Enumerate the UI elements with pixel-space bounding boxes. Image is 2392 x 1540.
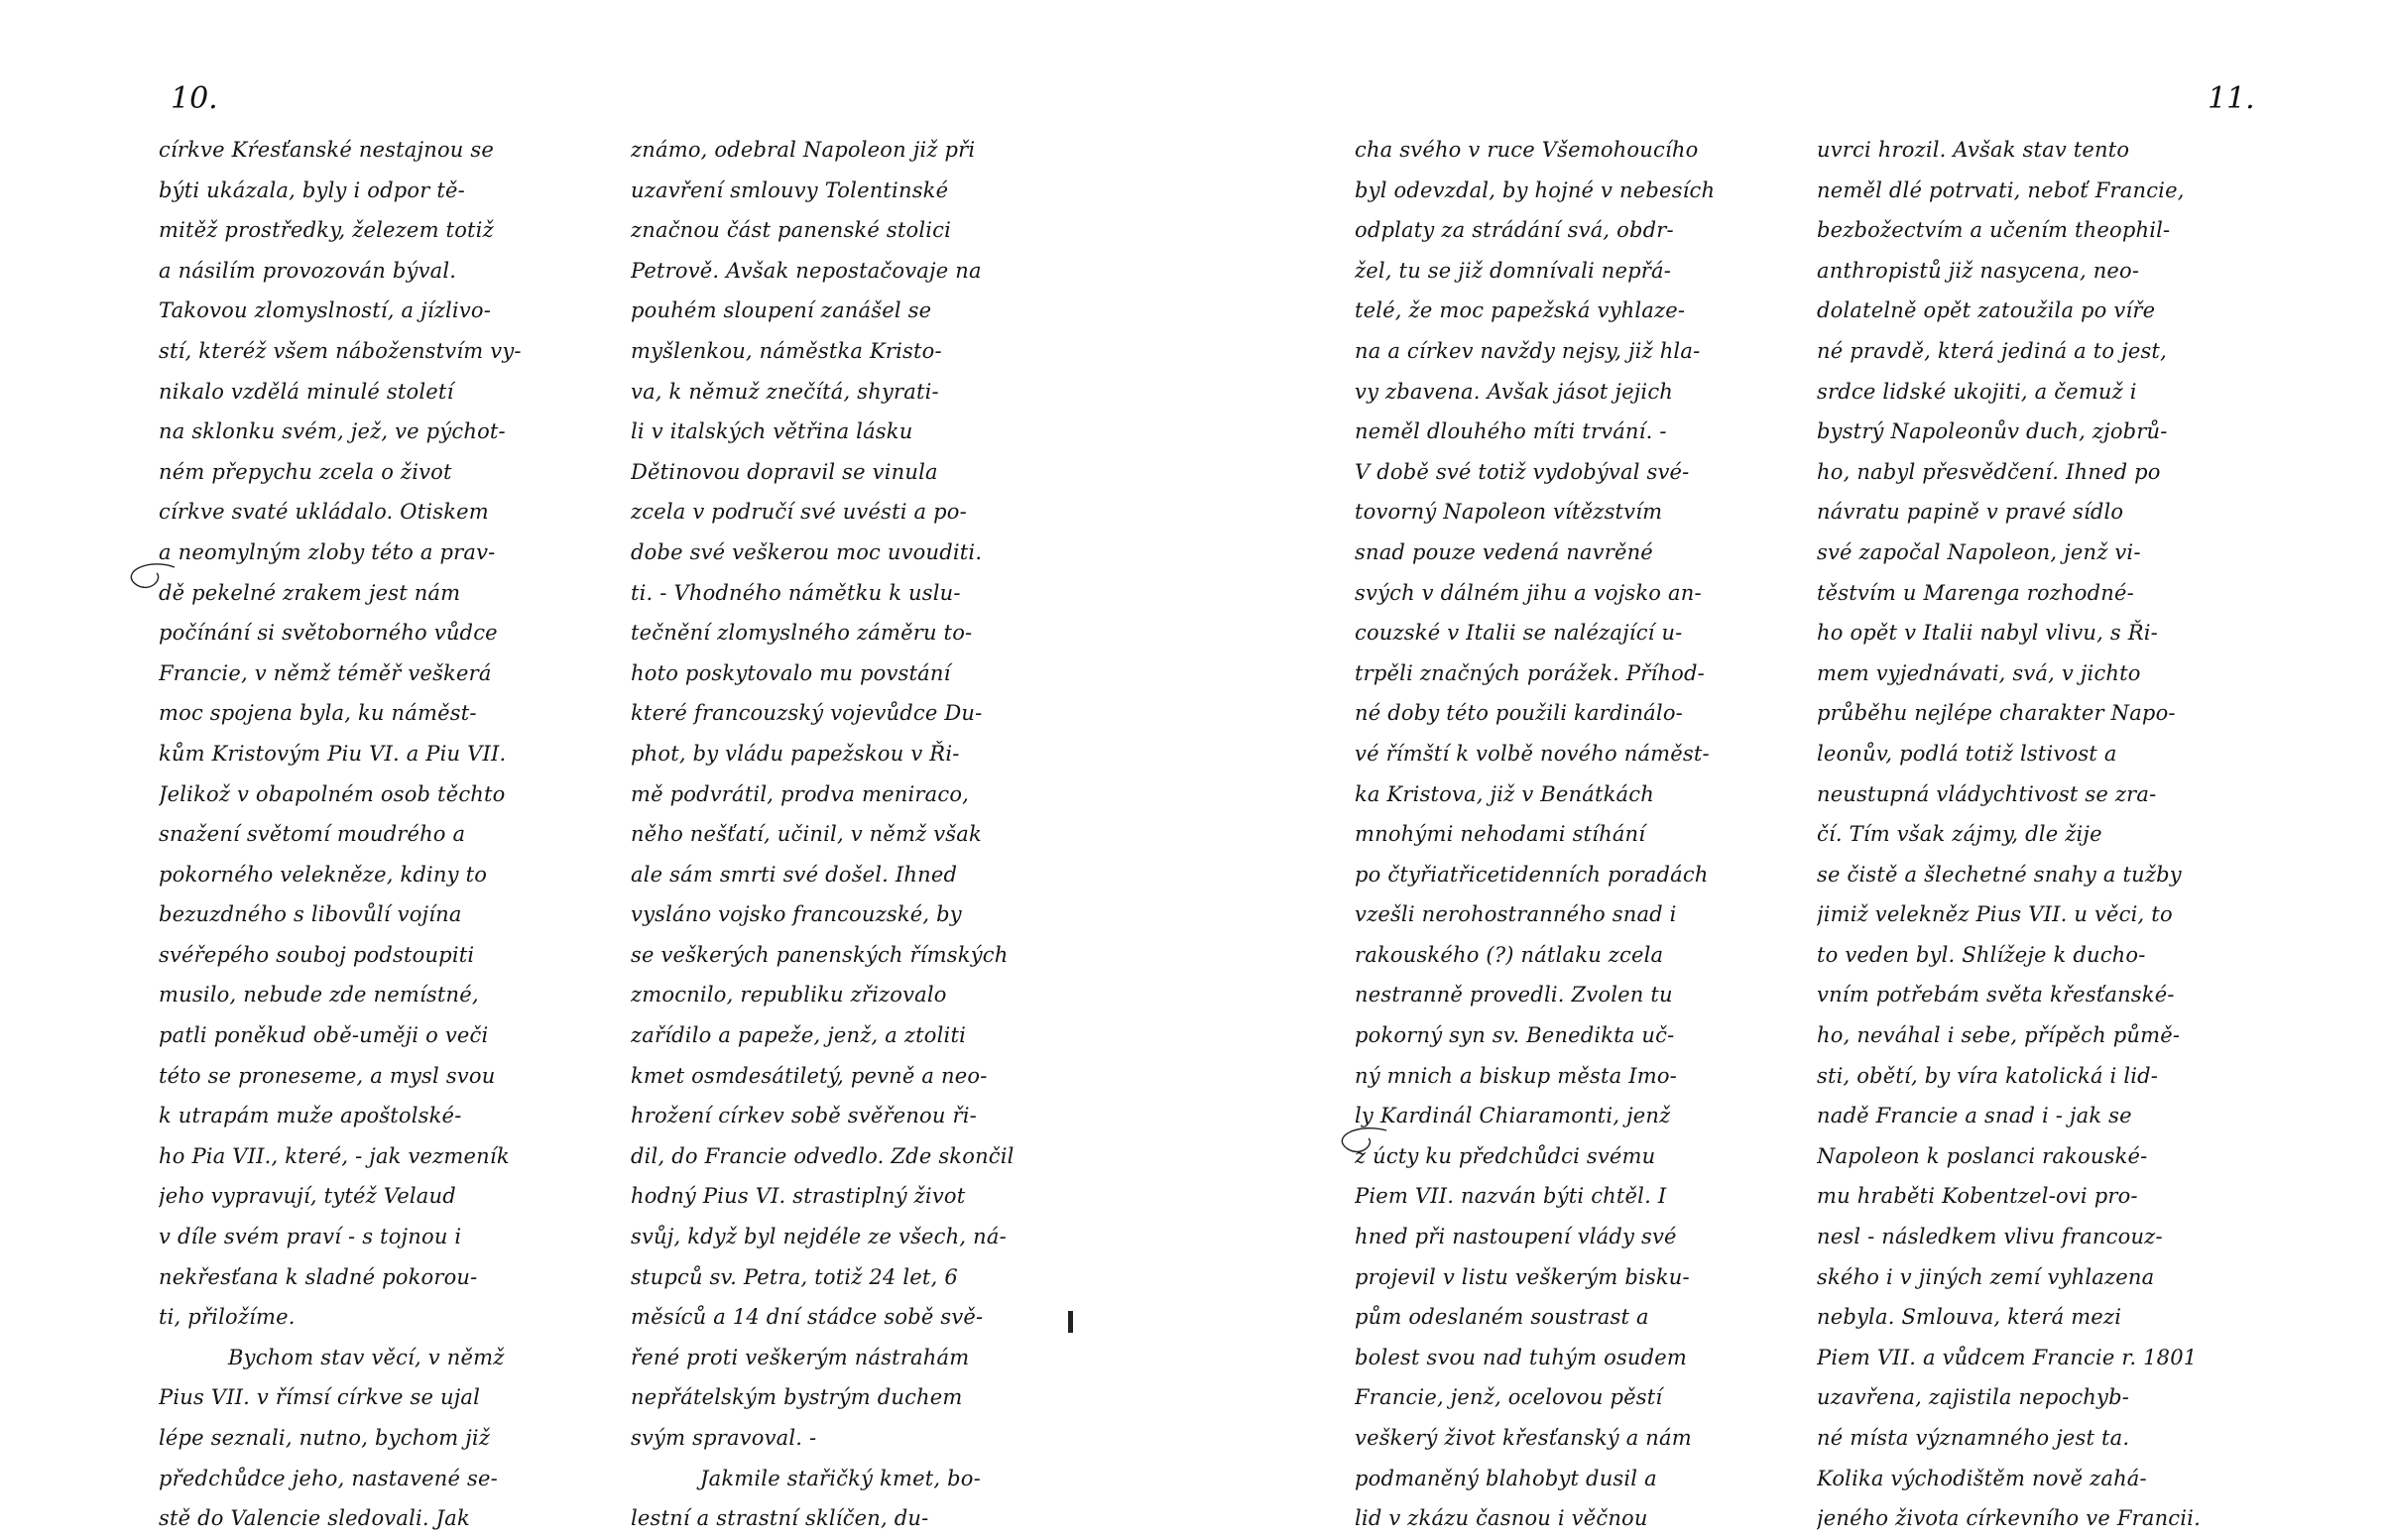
- handwritten-line: kmet osmdesátiletý, pevně a neo-: [631, 1063, 988, 1088]
- handwritten-line: církve Kŕesťanské nestajnou se: [159, 138, 495, 162]
- handwritten-line: Dětinovou dopravil se vinula: [631, 459, 938, 484]
- handwritten-line: vysláno vojsko francouzské, by: [631, 902, 962, 927]
- handwritten-line: Jakmile stařičký kmet, bo-: [700, 1466, 981, 1490]
- left-page: [0, 0, 1196, 1531]
- handwritten-line: moc spojena byla, ku náměst-: [159, 701, 477, 726]
- handwritten-line: hodný Pius VI. strastiplný život: [631, 1184, 966, 1209]
- page-number: 11.: [2208, 81, 2255, 116]
- handwritten-line: mu hraběti Kobentzel-ovi pro-: [1817, 1184, 2138, 1209]
- handwritten-line: nadě Francie a snad i - jak se: [1817, 1104, 2132, 1128]
- handwritten-line: ti. - Vhodného námětku k uslu-: [631, 580, 961, 605]
- handwritten-line: uvrci hrozil. Avšak stav tento: [1817, 138, 2130, 162]
- handwritten-line: nebyla. Smlouva, která mezi: [1817, 1305, 2122, 1330]
- handwritten-line: jeho vypravují, tytéž Velaud: [159, 1184, 456, 1209]
- handwritten-line: ského i v jiných zemí vyhlazena: [1817, 1264, 2155, 1289]
- text-column: [159, 131, 605, 1540]
- handwritten-line: církve svaté ukládalo. Otiskem: [159, 500, 489, 525]
- handwritten-line: veškerý život křesťanský a nám: [1355, 1426, 1692, 1450]
- handwritten-line: byl odevzdal, by hojné v nebesích: [1355, 178, 1716, 202]
- handwritten-line: Francie, jenž, ocelovou pěstí: [1355, 1385, 1663, 1410]
- flourish-ornament: [1329, 1121, 1388, 1160]
- handwritten-line: to veden byl. Shlížeje k ducho-: [1817, 942, 2146, 967]
- handwritten-line: Petrově. Avšak nepostačovaje na: [631, 258, 982, 283]
- handwritten-line: na a církev navždy nejsy, již hla-: [1355, 338, 1701, 363]
- handwritten-line: k utrapám muže apoštolské-: [159, 1104, 462, 1128]
- text-column: [1817, 131, 2263, 1540]
- handwritten-line: Bychom stav věcí, v němž: [228, 1345, 505, 1369]
- handwritten-line: těstvím u Marenga rozhodné-: [1817, 580, 2134, 605]
- handwritten-line: bezuzdného s libovůlí vojína: [159, 902, 462, 927]
- handwritten-line: uzavření smlouvy Tolentinské: [631, 178, 949, 202]
- handwritten-line: Kolika východištěm nově zahá-: [1817, 1466, 2147, 1490]
- right-page: [1196, 0, 2392, 1531]
- handwritten-line: sti, obětí, by víra katolická i lid-: [1817, 1063, 2159, 1088]
- handwritten-line: jimiž velekněz Pius VII. u věci, to: [1817, 902, 2173, 927]
- handwritten-line: lépe seznali, nutno, bychom již: [159, 1426, 491, 1450]
- handwritten-line: phot, by vládu papežskou v Ři-: [631, 741, 960, 766]
- handwritten-line: zcela v područí své uvésti a po-: [631, 500, 967, 525]
- handwritten-line: svéřepého souboj podstoupiti: [159, 942, 475, 967]
- handwritten-line: a neomylným zloby této a prav-: [159, 539, 496, 564]
- handwritten-line: průběhu nejlépe charakter Napo-: [1817, 701, 2176, 726]
- handwritten-line: žel, tu se již domnívali nepřá-: [1355, 258, 1672, 283]
- handwritten-line: ho, nabyl přesvědčení. Ihned po: [1817, 459, 2161, 484]
- handwritten-line: stí, kteréž všem náboženstvím vy-: [159, 338, 522, 363]
- handwritten-line: snad pouze vedená navrěné: [1355, 539, 1653, 564]
- handwritten-line: né pravdě, která jediná a to jest,: [1817, 338, 2167, 363]
- handwritten-line: Napoleon k poslanci rakouské-: [1817, 1143, 2148, 1168]
- handwritten-line: svým spravoval. -: [631, 1426, 817, 1450]
- handwritten-line: zařídilo a papeže, jenž, a ztoliti: [631, 1023, 967, 1048]
- handwritten-line: ti, přiložíme.: [159, 1305, 296, 1330]
- handwritten-line: této se proneseme, a mysl svou: [159, 1063, 496, 1088]
- handwritten-line: lid v zkázu časnou i věčnou: [1355, 1506, 1648, 1531]
- handwritten-line: řené proti veškerým nástrahám: [631, 1345, 970, 1369]
- text-column: [631, 131, 1077, 1540]
- handwritten-line: hned při nastoupení vlády své: [1355, 1225, 1677, 1249]
- handwritten-line: podmaněný blahobyt dusil a: [1355, 1466, 1657, 1490]
- handwritten-line: hoto poskytovalo mu povstání: [631, 660, 951, 685]
- handwritten-line: mitěž prostředky, železem totiž: [159, 218, 494, 243]
- handwritten-line: návratu papině v pravé sídlo: [1817, 500, 2124, 525]
- handwritten-line: Takovou zlomyslností, a jízlivo-: [159, 298, 492, 323]
- handwritten-line: dobe své veškerou moc uvouditi.: [631, 539, 983, 564]
- handwritten-line: uzavřena, zajistila nepochyb-: [1817, 1385, 2130, 1410]
- handwritten-line: patli poněkud obě-uměji o veči: [159, 1023, 489, 1048]
- handwritten-line: ly Kardinál Chiaramonti, jenž: [1355, 1104, 1671, 1128]
- ink-mark: [1066, 1309, 1076, 1337]
- handwritten-line: nekřesťana k sladné pokorou-: [159, 1264, 478, 1289]
- handwritten-line: snažení světomí moudrého a: [159, 822, 466, 847]
- handwritten-line: Piem VII. nazván býti chtěl. I: [1355, 1184, 1667, 1209]
- handwritten-line: počínání si světoborného vůdce: [159, 621, 498, 646]
- handwritten-line: dě pekelné zrakem jest nám: [159, 580, 461, 605]
- handwritten-line: srdce lidské ukojiti, a čemuž i: [1817, 379, 2137, 404]
- handwritten-line: se veškerých panenských římských: [631, 942, 1009, 967]
- handwritten-line: V době své totiž vydobýval své-: [1355, 459, 1690, 484]
- handwritten-line: ka Kristova, již v Benátkách: [1355, 781, 1654, 806]
- handwritten-line: ale sám smrti své došel. Ihned: [631, 862, 958, 887]
- handwritten-line: Francie, v němž téměř veškerá: [159, 660, 492, 685]
- handwritten-line: čí. Tím však zájmy, dle žije: [1817, 822, 2102, 847]
- handwritten-line: stupců sv. Petra, totiž 24 let, 6: [631, 1264, 958, 1289]
- handwritten-line: ném přepychu zcela o život: [159, 459, 452, 484]
- handwritten-line: nesl - následkem vlivu francouz-: [1817, 1225, 2163, 1249]
- handwritten-line: va, k němuž znečítá, shyrati-: [631, 379, 939, 404]
- handwritten-line: jeného života církevního ve Francii.: [1817, 1506, 2201, 1531]
- handwritten-line: v díle svém praví - s tojnou i: [159, 1225, 462, 1249]
- handwritten-line: ný mnich a biskup města Imo-: [1355, 1063, 1677, 1088]
- handwritten-line: tečnění zlomyslného záměru to-: [631, 621, 973, 646]
- handwritten-line: pouhém sloupení zanášel se: [631, 298, 932, 323]
- handwritten-line: neustupná vládychtivost se zra-: [1817, 781, 2157, 806]
- handwritten-line: zmocnilo, republiku zřizovalo: [631, 983, 947, 1007]
- handwritten-line: pokorného velekněze, kdiny to: [159, 862, 488, 887]
- handwritten-line: couzské v Italii se nalézající u-: [1355, 621, 1683, 646]
- handwritten-line: mem vyjednávati, svá, v jichto: [1817, 660, 2141, 685]
- handwritten-line: ho opět v Italii nabyl vlivu, s Ři-: [1817, 621, 2158, 646]
- handwritten-line: neměl dlé potrvati, neboť Francie,: [1817, 178, 2185, 202]
- handwritten-line: vním potřebám světa křesťanské-: [1817, 983, 2175, 1007]
- handwritten-line: pům odeslaném soustrast a: [1355, 1305, 1649, 1330]
- handwritten-line: stě do Valencie sledovali. Jak: [159, 1506, 470, 1531]
- handwritten-line: značnou část panenské stolici: [631, 218, 952, 243]
- text-column: [1355, 131, 1801, 1540]
- handwritten-line: tovorný Napoleon vítězstvím: [1355, 500, 1663, 525]
- handwritten-line: po čtyřiatřicetidenních poradách: [1355, 862, 1709, 887]
- handwritten-line: známo, odebral Napoleon již při: [631, 138, 976, 162]
- handwritten-line: bystrý Napoleonův duch, zjobrů-: [1817, 419, 2168, 444]
- handwritten-line: býti ukázala, byly i odpor tě-: [159, 178, 465, 202]
- handwritten-line: vé římští k volbě nového náměst-: [1355, 741, 1710, 766]
- handwritten-line: Piem VII. a vůdcem Francie r. 1801: [1817, 1345, 2198, 1369]
- handwritten-line: lestní a strastní sklíčen, du-: [631, 1506, 929, 1531]
- handwritten-line: nikalo vzdělá minulé století: [159, 379, 454, 404]
- handwritten-line: li v italských větřina lásku: [631, 419, 913, 444]
- handwritten-line: né doby této použili kardinálo-: [1355, 701, 1683, 726]
- handwritten-line: trpěli značných porážek. Příhod-: [1355, 660, 1705, 685]
- handwritten-line: leonův, podlá totiž lstivost a: [1817, 741, 2117, 766]
- handwritten-line: svůj, když byl nejdéle ze všech, ná-: [631, 1225, 1007, 1249]
- handwritten-line: dil, do Francie odvedlo. Zde skončil: [631, 1143, 1015, 1168]
- handwritten-line: projevil v listu veškerým bisku-: [1355, 1264, 1690, 1289]
- handwritten-line: kům Kristovým Piu VI. a Piu VII.: [159, 741, 507, 766]
- handwritten-line: se čistě a šlechetné snahy a tužby: [1817, 862, 2182, 887]
- handwritten-line: svých v dálném jihu a vojsko an-: [1355, 580, 1702, 605]
- handwritten-line: hrožení církev sobě svěřenou ři-: [631, 1104, 977, 1128]
- handwritten-line: vzešli nerohostranného snad i: [1355, 902, 1677, 927]
- handwritten-line: mě podvrátil, prodva meniraco,: [631, 781, 970, 806]
- handwritten-line: bezbožectvím a učením theophil-: [1817, 218, 2171, 243]
- handwritten-line: dolatelně opět zatoužila po víře: [1817, 298, 2156, 323]
- handwritten-line: nepřátelským bystrým duchem: [631, 1385, 963, 1410]
- handwritten-line: Jelikož v obapolném osob těchto: [159, 781, 506, 806]
- handwritten-line: cha svého v ruce Všemohoucího: [1355, 138, 1699, 162]
- handwritten-line: pokorný syn sv. Benedikta uč-: [1355, 1023, 1675, 1048]
- handwritten-line: anthropistů již nasycena, neo-: [1817, 258, 2140, 283]
- handwritten-line: své započal Napoleon, jenž vi-: [1817, 539, 2141, 564]
- handwritten-line: nestranně provedli. Zvolen tu: [1355, 983, 1673, 1007]
- handwritten-line: vy zbavena. Avšak jásot jejich: [1355, 379, 1674, 404]
- handwritten-line: bolest svou nad tuhým osudem: [1355, 1345, 1688, 1369]
- handwritten-line: měsíců a 14 dní stádce sobě svě-: [631, 1305, 984, 1330]
- handwritten-line: rakouského (?) nátlaku zcela: [1355, 942, 1664, 967]
- handwritten-line: telé, že moc papežská vyhlaze-: [1355, 298, 1686, 323]
- handwritten-line: ho Pia VII., které, - jak vezmeník: [159, 1143, 510, 1168]
- handwritten-line: myšlenkou, náměstka Kristo-: [631, 338, 942, 363]
- handwritten-line: předchůdce jeho, nastavené se-: [159, 1466, 498, 1490]
- handwritten-line: né místa významného jest ta.: [1817, 1426, 2130, 1450]
- handwritten-line: neměl dlouhého míti trvání. -: [1355, 419, 1667, 444]
- handwritten-line: a násilím provozován býval.: [159, 258, 457, 283]
- handwritten-line: na sklonku svém, jež, ve pýchot-: [159, 419, 506, 444]
- page-number: 10.: [171, 81, 218, 116]
- handwritten-line: něho nešťatí, učinil, v němž však: [631, 822, 982, 847]
- handwritten-line: musilo, nebude zde nemístné,: [159, 983, 479, 1007]
- handwritten-line: odplaty za strádání svá, obdr-: [1355, 218, 1674, 243]
- handwritten-line: ho, neváhal i sebe, přípěch půmě-: [1817, 1023, 2181, 1048]
- handwritten-line: z úcty ku předchůdci svému: [1355, 1143, 1656, 1168]
- handwritten-line: které francouzský vojevůdce Du-: [631, 701, 983, 726]
- handwritten-line: Pius VII. v římsí církve se ujal: [159, 1385, 481, 1410]
- handwritten-line: mnohými nehodami stíhání: [1355, 822, 1646, 847]
